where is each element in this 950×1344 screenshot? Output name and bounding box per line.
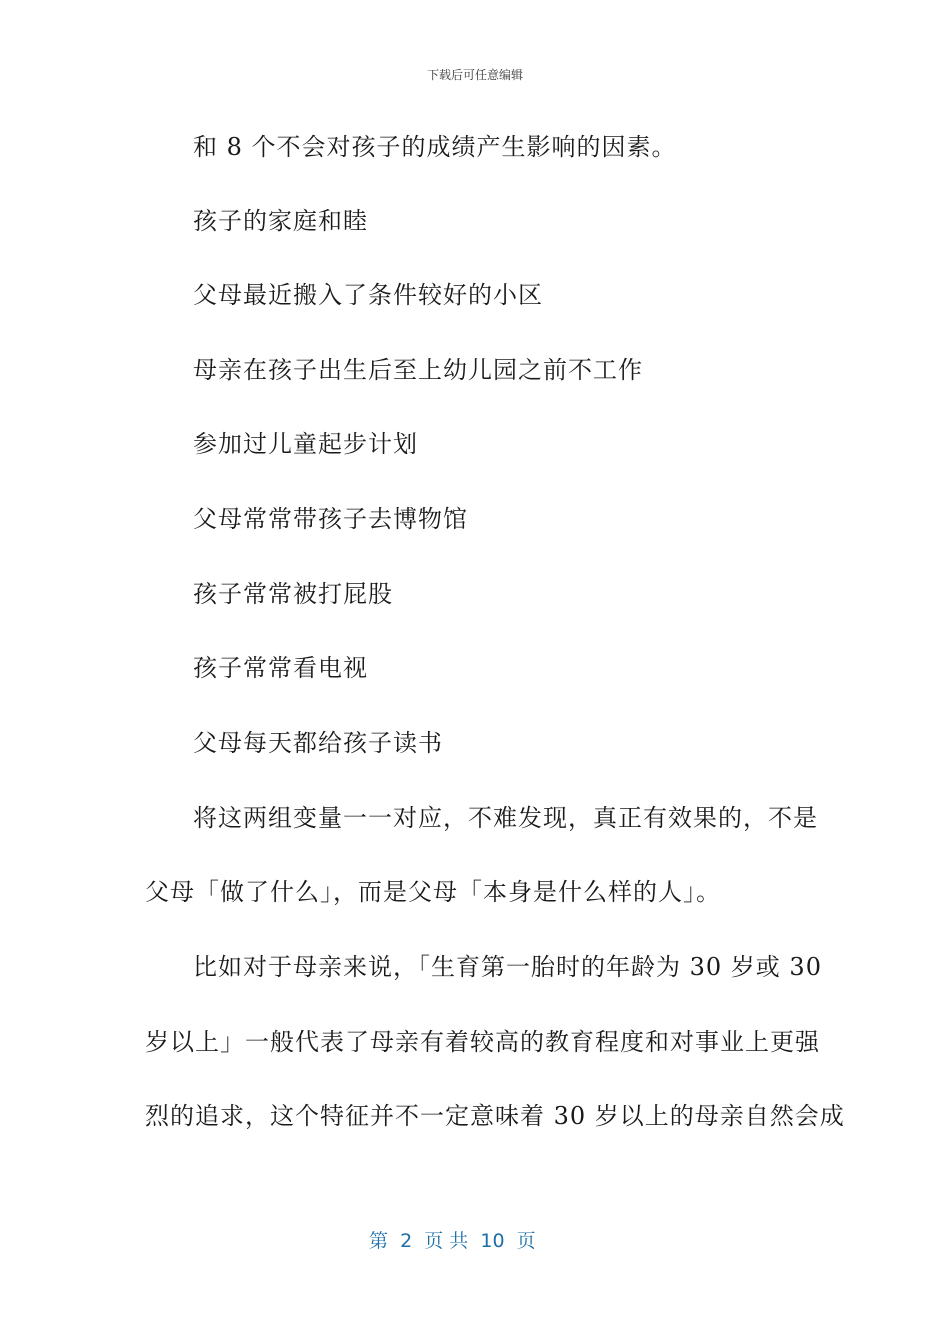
page-header: 下载后可任意编辑	[426, 68, 523, 82]
paragraph-line: 将这两组变量一一对应，不难发现，真正有效果的，不是	[193, 804, 818, 832]
paragraph-line: 烈的追求，这个特征并不一定意味着 30 岁以上的母亲自然会成	[145, 1102, 845, 1130]
page-number-footer: 第 2 页 共 10 页	[369, 1230, 536, 1252]
paragraph-line: 母亲在孩子出生后至上幼儿园之前不工作	[193, 356, 643, 384]
paragraph-line: 参加过儿童起步计划	[193, 430, 418, 458]
paragraph-line: 和 8 个不会对孩子的成绩产生影响的因素。	[193, 133, 677, 161]
paragraph-line: 岁以上」一般代表了母亲有着较高的教育程度和对事业上更强	[145, 1028, 820, 1056]
paragraph-line: 父母每天都给孩子读书	[193, 729, 443, 757]
paragraph-line: 父母常常带孩子去博物馆	[193, 505, 468, 533]
paragraph-line: 父母最近搬入了条件较好的小区	[193, 281, 543, 309]
paragraph-line: 父母「做了什么」，而是父母「本身是什么样的人」。	[145, 878, 721, 906]
paragraph-line: 比如对于母亲来说，「生育第一胎时的年龄为 30 岁或 30	[193, 953, 822, 981]
paragraph-line: 孩子常常看电视	[193, 654, 368, 682]
paragraph-line: 孩子常常被打屁股	[193, 580, 393, 608]
paragraph-line: 孩子的家庭和睦	[193, 207, 368, 235]
